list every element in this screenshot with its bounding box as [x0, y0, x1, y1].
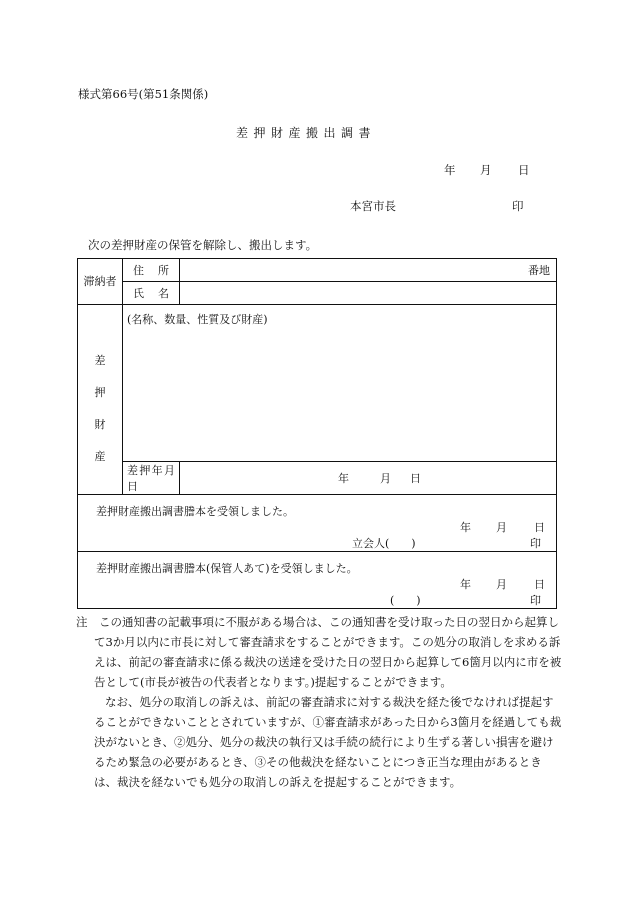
- property-label-char: 差: [94, 353, 106, 367]
- ack1-month: 月: [496, 521, 507, 534]
- property-description-hint: (名称、数量、性質及び財産): [127, 313, 268, 326]
- name-label: 氏 名: [123, 282, 180, 305]
- delinquent-label: 滞納者: [78, 259, 123, 305]
- note-paragraph-2: なお、処分の取消しの訴えは、前記の審査請求に対する裁決を経た後でなければ提起することができないこととされていますが、①審査請求があった日から3箇月を経過しても裁決がないとき、②処分、処分の裁決の執行又は手続の続行により生ずる著しい損害を避けるため緊急の必要があるとき、③その他裁決を経ないことにつき正当な理由があるときは、裁決を経ないでも処分の取消しの訴えを提起することができます。: [94, 695, 562, 789]
- ack1-seal: 印: [530, 537, 541, 550]
- seizure-year: 年: [338, 472, 349, 485]
- ack1-cell[interactable]: [78, 495, 557, 552]
- property-label-char: 産: [94, 449, 106, 463]
- day-label: 日: [518, 163, 530, 177]
- ack1-text: 差押財産搬出調書謄本を受領しました。: [96, 505, 294, 518]
- intro-text: 次の差押財産の保管を解除し、搬出します。: [88, 238, 318, 252]
- document-title: 差押財産搬出調書: [236, 126, 377, 140]
- ack2-cell[interactable]: [78, 552, 557, 609]
- ack2-day: 日: [534, 578, 545, 591]
- issuer-name: 本宮市長: [350, 199, 396, 213]
- seizure-date-field[interactable]: [180, 462, 557, 495]
- property-label-char: 財: [94, 417, 106, 431]
- month-label: 月: [480, 163, 492, 177]
- note-paragraph-1: 注 この通知書の記載事項に不服がある場合は、この通知書を受け取った日の翌日から起算して3か月以内に市長に対して審査請求をすることができます。この処分の取消しを求める訴えは、前記の審査請求に係る裁決の送達を受けた日の翌日から起算して6箇月以内に市を被告として(市長が被告の代表者となります。)提起することができます。: [76, 615, 562, 689]
- address-suffix: 番地: [528, 264, 550, 277]
- ack2-seal: 印: [530, 594, 541, 607]
- property-description-field[interactable]: [123, 305, 557, 462]
- seizure-date-label: 差押年月日: [123, 462, 180, 495]
- ack1-day: 日: [534, 521, 545, 534]
- ack1-row: [78, 495, 557, 552]
- address-row: [78, 259, 557, 282]
- form-number: 様式第66号(第51条関係): [78, 87, 209, 101]
- property-row: [78, 305, 557, 462]
- ack2-row: [78, 552, 557, 609]
- property-label-char: 押: [94, 385, 106, 399]
- issue-date: [444, 162, 530, 178]
- address-label: 住 所: [123, 259, 180, 282]
- ack1-date: [460, 519, 545, 535]
- address-field[interactable]: [180, 259, 557, 282]
- ack1-signer: 立会人( ): [352, 537, 416, 550]
- ack2-signer: ( ): [390, 594, 421, 607]
- ack2-text: 差押財産搬出調書謄本(保管人あて)を受領しました。: [96, 562, 358, 575]
- ack2-month: 月: [496, 578, 507, 591]
- seizure-date-row: [78, 462, 557, 495]
- ack1-year: 年: [460, 521, 471, 534]
- property-label: [78, 305, 123, 495]
- issuer-seal: 印: [512, 199, 524, 213]
- seizure-form-table: [77, 258, 557, 609]
- seizure-day: 日: [410, 472, 421, 485]
- seizure-month: 月: [380, 472, 391, 485]
- ack2-date: [460, 576, 545, 592]
- name-row: [78, 282, 557, 305]
- name-field[interactable]: [180, 282, 557, 305]
- ack2-year: 年: [460, 578, 471, 591]
- year-label: 年: [444, 163, 456, 177]
- notes-section: [76, 612, 562, 792]
- issuer-line: [350, 198, 528, 214]
